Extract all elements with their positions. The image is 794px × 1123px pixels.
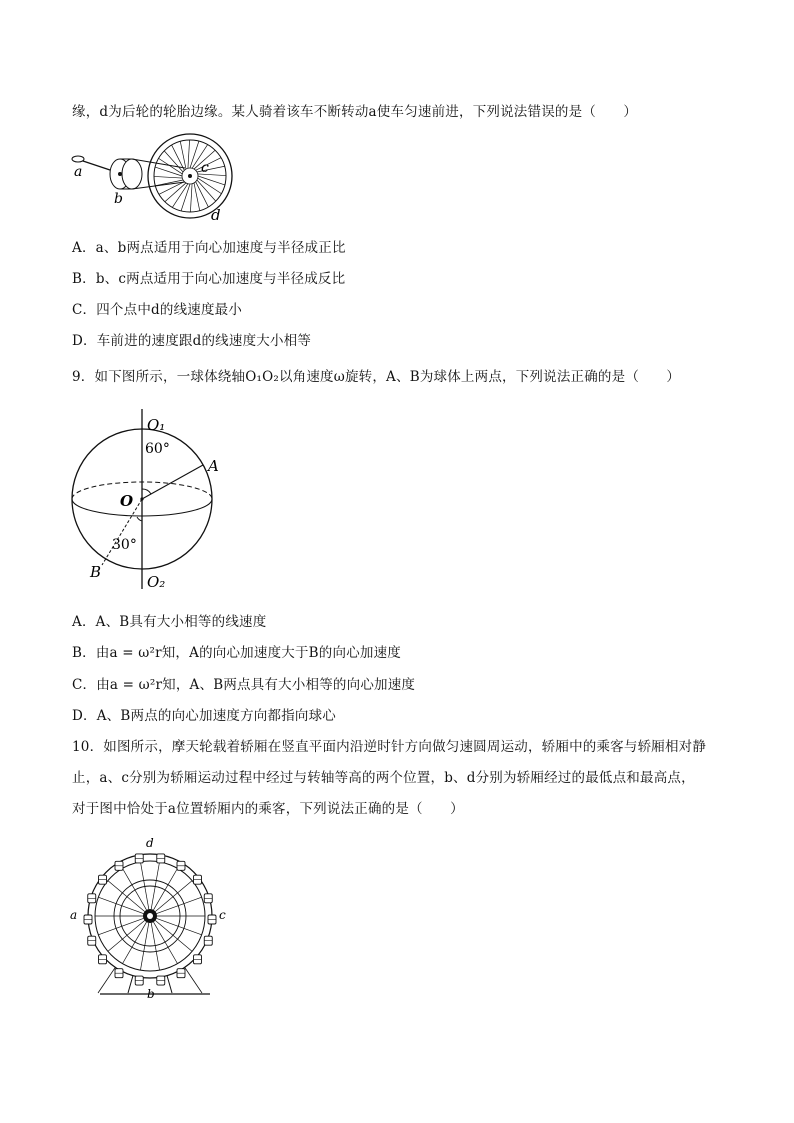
q10-label-d: d bbox=[146, 836, 154, 850]
q8-label-b: b bbox=[114, 191, 123, 207]
q8-label-d: d bbox=[211, 206, 221, 224]
q9-option-a: A．A、B具有大小相等的线速度 bbox=[72, 614, 267, 630]
q9-label-b: B bbox=[90, 563, 102, 581]
q10-ferris-wheel-figure bbox=[68, 835, 226, 1001]
q8-option-b: B．b、c两点适用于向心加速度与半径成反比 bbox=[72, 271, 346, 287]
q9-option-c: C．由a = ω²r知，A、B两点具有大小相等的向心加速度 bbox=[72, 677, 416, 693]
q9-option-b: B．由a = ω²r知，A的向心加速度大于B的向心加速度 bbox=[72, 645, 402, 661]
q9-label-o1: O₁ bbox=[147, 416, 166, 434]
q10-label-b: b bbox=[147, 987, 155, 1001]
q9-sphere-figure bbox=[68, 405, 228, 595]
q10-label-a: a bbox=[70, 908, 78, 922]
q8-bicycle-figure bbox=[70, 132, 240, 224]
q9-label-30deg: 30° bbox=[112, 537, 137, 553]
q10-stem-line-3: 对于图中恰处于a位置轿厢内的乘客，下列说法正确的是（ ） bbox=[72, 801, 464, 817]
q8-stem: 缘，d为后轮的轮胎边缘。某人骑着该车不断转动a使车匀速前进，下列说法错误的是（ ） bbox=[72, 104, 638, 120]
q10-stem-line-1: 10．如图所示，摩天轮载着轿厢在竖直平面内沿逆时针方向做匀速圆周运动，轿厢中的乘客与轿厢相对静 bbox=[72, 739, 707, 755]
q9-label-o2: O₂ bbox=[147, 573, 166, 591]
q9-option-d: D．A、B两点的向心加速度方向都指向球心 bbox=[72, 708, 336, 724]
q8-option-c: C．四个点中d的线速度最小 bbox=[72, 302, 243, 318]
q8-label-a: a bbox=[74, 164, 83, 180]
q9-label-a: A bbox=[208, 457, 219, 475]
q8-option-d: D．车前进的速度跟d的线速度大小相等 bbox=[72, 333, 312, 349]
q10-stem-line-2: 止，a、c分别为轿厢运动过程中经过与转轴等高的两个位置，b、d分别为轿厢经过的最低点和最高点， bbox=[72, 770, 695, 786]
q9-label-60deg: 60° bbox=[145, 441, 170, 457]
q10-label-c: c bbox=[219, 908, 226, 922]
q9-stem: 9．如下图所示，一球体绕轴O₁O₂以角速度ω旋转，A、B为球体上两点，下列说法正确的是（ ） bbox=[72, 369, 681, 385]
q8-option-a: A．a、b两点适用于向心加速度与半径成正比 bbox=[72, 240, 346, 256]
q9-label-o: O bbox=[120, 492, 134, 510]
q8-label-c: c bbox=[201, 160, 209, 176]
